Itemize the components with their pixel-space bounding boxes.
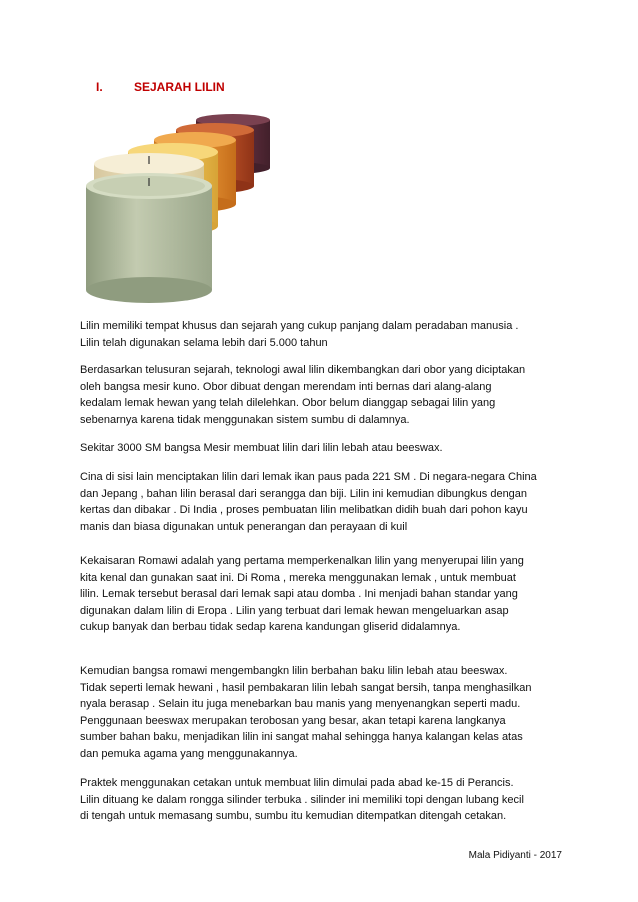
section-heading: [96, 80, 225, 94]
heading-title: SEJARAH LILIN: [134, 80, 225, 94]
text-line: digunakan dalam lilin di Eropa . Lilin yang terbuat dari lemak hewan mengeluarkan asap: [80, 604, 509, 617]
text-line: Praktek menggunakan cetakan untuk membuat lilin dimulai pada abad ke-15 di Perancis.: [80, 777, 514, 789]
text-line: Cina di sisi lain menciptakan lilin dari lemak ikan paus pada 221 SM . Di negara-negara China: [80, 471, 537, 483]
text-line: oleh bangsa mesir kuno. Obor dibuat dengan merendam inti bernas dari alang-alang: [80, 380, 492, 393]
text-line: manis dan biasa digunakan untuk penerangan dan perayaan di kuil: [80, 520, 408, 533]
heading-number: I.: [96, 80, 103, 94]
text-line: kita kenal dan gunakan saat ini. Di Roma , mereka menggunakan lemak , untuk membuat: [80, 571, 516, 584]
paragraph-2: [80, 362, 560, 428]
text-line: sebenarnya karena tidak menggunakan sistem sumbu di dalamnya.: [80, 413, 410, 426]
text-line: Lilin dituang ke dalam rongga silinder terbuka . silinder ini memiliki topi dengan lubang kecil: [80, 793, 524, 806]
paragraph-7: [80, 775, 560, 825]
text-line: cukup banyak dan berbau tidak sedap karena kandungan gliserid didalamnya.: [80, 621, 461, 634]
text-line: kertas dan dibakar . Di India , proses pembuatan lilin melibatkan didih buah dari pohon kayu: [80, 504, 528, 517]
text-line: Sekitar 3000 SM bangsa Mesir membuat lilin dari lilin lebah atau beeswax.: [80, 442, 443, 454]
text-line: Berdasarkan telusuran sejarah, teknologi awal lilin dikembangkan dari obor yang diciptakan: [80, 364, 526, 376]
text-line: Tidak seperti lemak hewani , hasil pembakaran lilin lebah sangat bersih, tanpa menghasilkan: [80, 681, 532, 694]
text-line: nyala berasap . Selain itu juga menebarkan bau manis yang menyenangkan seperti madu.: [80, 698, 521, 711]
page-footer: Mala Pidiyanti - 2017: [468, 850, 562, 861]
text-line: Penggunaan beeswax merupakan terobosan yang besar, akan tetapi karena langkanya: [80, 714, 506, 727]
paragraph-4: [80, 469, 560, 535]
paragraph-6: [80, 663, 560, 763]
text-line: Kemudian bangsa romawi mengembangkn lilin berbahan baku lilin lebah atau beeswax.: [80, 665, 508, 677]
text-line: sumber bahan baku, menjadikan lilin ini sangat mahal sehingga hanya kalangan kelas atas: [80, 731, 523, 744]
text-line: lilin. Lemak tersebut berasal dari lemak sapi atau domba . Ini menjadi bahan standar yang: [80, 588, 518, 601]
text-line: Kekaisaran Romawi adalah yang pertama memperkenalkan lilin yang menyerupai lilin yang: [80, 555, 524, 567]
paragraph-3: [80, 440, 560, 457]
text-line: Lilin telah digunakan selama lebih dari 5.000 tahun: [80, 336, 328, 349]
candles-image: [76, 110, 276, 310]
paragraph-1: [80, 318, 560, 351]
text-line: dan pemuka agama yang menggunakannya.: [80, 747, 298, 760]
text-line: kedalam lemak hewan yang telah dilelehkan. Obor belum dianggap sebagai lilin yang: [80, 397, 496, 410]
text-line: Lilin memiliki tempat khusus dan sejarah yang cukup panjang dalam peradaban manusia .: [80, 320, 519, 332]
text-line: dan Jepang , bahan lilin berasal dari serangga dan biji. Lilin ini kemudian dibungkus dengan: [80, 487, 528, 500]
text-line: di tengah untuk memasang sumbu, sumbu itu kemudian ditempatkan ditengah cetakan.: [80, 810, 507, 823]
paragraph-5: [80, 553, 560, 636]
